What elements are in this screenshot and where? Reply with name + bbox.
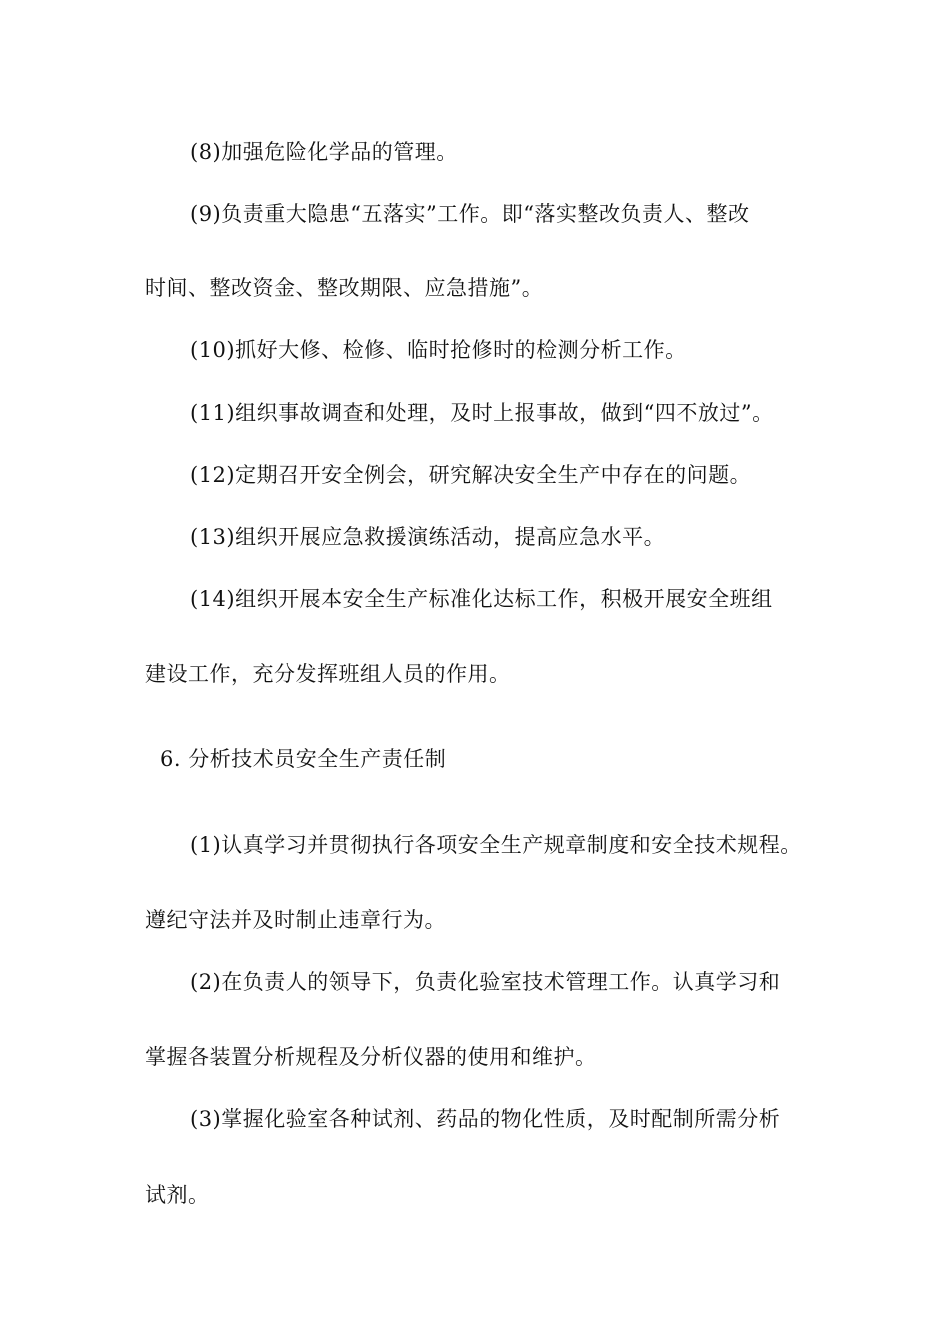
item-14-continuation: 建设工作，充分发挥班组人员的作用。 bbox=[145, 662, 511, 686]
item-8-text: (8)加强危险化学品的管理。 bbox=[190, 140, 458, 164]
section-6-item-2-continuation: 掌握各装置分析规程及分析仪器的使用和维护。 bbox=[145, 1045, 597, 1069]
section-6-item-1-text: (1)认真学习并贯彻执行各项安全生产规章制度和安全技术规程。 bbox=[190, 833, 802, 857]
item-9-text: (9)负责重大隐患“五落实”工作。即“落实整改负责人、整改 bbox=[190, 202, 750, 226]
item-11-text: (11)组织事故调查和处理，及时上报事故，做到“四不放过”。 bbox=[190, 401, 774, 425]
item-13-text: (13)组织开展应急救援演练活动，提高应急水平。 bbox=[190, 525, 666, 549]
item-14-text: (14)组织开展本安全生产标准化达标工作，积极开展安全班组 bbox=[190, 587, 773, 611]
item-9-continuation: 时间、整改资金、整改期限、应急措施”。 bbox=[145, 276, 544, 300]
section-6-heading: 6. 分析技术员安全生产责任制 bbox=[160, 747, 447, 771]
section-6-item-2-text: (2)在负责人的领导下，负责化验室技术管理工作。认真学习和 bbox=[190, 970, 781, 994]
section-6-item-3-text: (3)掌握化验室各种试剂、药品的物化性质，及时配制所需分析 bbox=[190, 1107, 781, 1131]
section-6-item-3-continuation: 试剂。 bbox=[145, 1183, 210, 1207]
item-10-text: (10)抓好大修、检修、临时抢修时的检测分析工作。 bbox=[190, 338, 687, 362]
item-12-text: (12)定期召开安全例会，研究解决安全生产中存在的问题。 bbox=[190, 463, 752, 487]
section-6-item-1-continuation: 遵纪守法并及时制止违章行为。 bbox=[145, 908, 446, 932]
